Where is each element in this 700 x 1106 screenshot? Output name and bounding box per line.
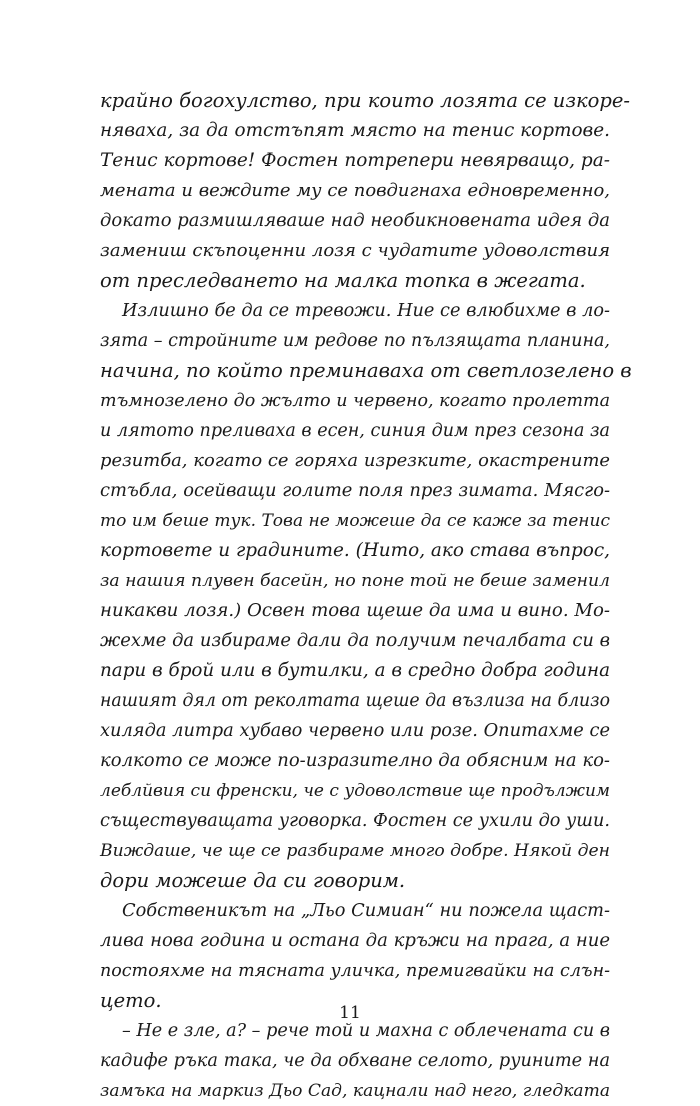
text-line: пари в брой или в бутилки, а в средно добра година [100, 660, 610, 681]
text-line: никакви лозя.) Освен това щеше да има и вино. Мо- [100, 600, 610, 621]
text-line: от преследването на малка топка в жегата. [100, 269, 586, 292]
text-line: Виждаше, че ще се разбираме много добре. Някой ден [100, 841, 610, 861]
text-line: нашият дял от реколтата щеше да възлиза на близо [100, 691, 610, 711]
text-line: колкото се може по-изразително да обясним на ко- [100, 750, 610, 771]
text-line: замъка на маркиз Дьо Сад, кацнали над него, гледката [100, 1081, 610, 1101]
text-line: Излишно бе да се тревожи. Ние се влюбихме в ло- [122, 301, 610, 321]
text-line: лива нова година и остана да кръжи на прага, а ние [100, 930, 610, 951]
text-line: леблйвия си френски, че с удоволствие ще продължим [100, 781, 610, 801]
text-line: резитба, когато се горяха изрезките, окастрените [100, 450, 610, 471]
text-line: постояхме на тясната уличка, премигвайки на слън- [100, 961, 610, 981]
text-line: хиляда литра хубаво червено или розе. Опитахме се [100, 720, 610, 741]
text-line: то им беше тук. Това не можеше да се каже за тенис [100, 511, 610, 531]
text-line: стъбла, осейващи голите поля през зимата. Мясго- [100, 480, 610, 501]
text-line: кортовете и градините. (Нито, ако става въпрос, [100, 540, 610, 561]
text-line: няваха, за да отстъпят място на тенис кортове. [100, 120, 610, 141]
text-line: кадифе ръка така, че да обхване селото, руините на [100, 1051, 610, 1071]
book-page-text [100, 86, 632, 1106]
text-line: жехме да избираме дали да получим печалбата си в [100, 630, 610, 651]
text-line: цето. [100, 989, 162, 1012]
text-line: за нашия плувен басейн, но поне той не беше заменил [100, 571, 610, 591]
text-line: Собственикът на „Льо Симиан“ ни пожела щаст- [122, 900, 610, 921]
text-line: дори можеше да си говорим. [100, 869, 406, 892]
text-line: начина, по който преминаваха от светлозелено в [100, 359, 632, 382]
page-number: 11 [339, 1003, 361, 1023]
text-line: тъмнозелено до жълто и червено, когато пролетта [100, 391, 610, 411]
text-line: зята – стройните им редове по пълзящата планина, [100, 331, 610, 351]
text-line: – Не е зле, а? – рече той и махна с облечената си в [122, 1021, 610, 1041]
text-line: съществуващата уговорка. Фостен се ухили до уши. [100, 811, 610, 831]
text-line: Тенис кортове! Фостен потрепери невярващо, ра- [100, 150, 610, 171]
text-line: докато размишляваше над необикновената идея да [100, 210, 610, 231]
text-line: мената и веждите му се повдигнаха едновременно, [100, 180, 610, 201]
text-line: крайно богохулство, при които лозята се изкоре- [100, 89, 630, 112]
text-line: замениш скъпоценни лозя с чудатите удоволствия [100, 240, 610, 261]
text-line: и лятото преливаха в есен, синия дим през сезона за [100, 421, 610, 441]
